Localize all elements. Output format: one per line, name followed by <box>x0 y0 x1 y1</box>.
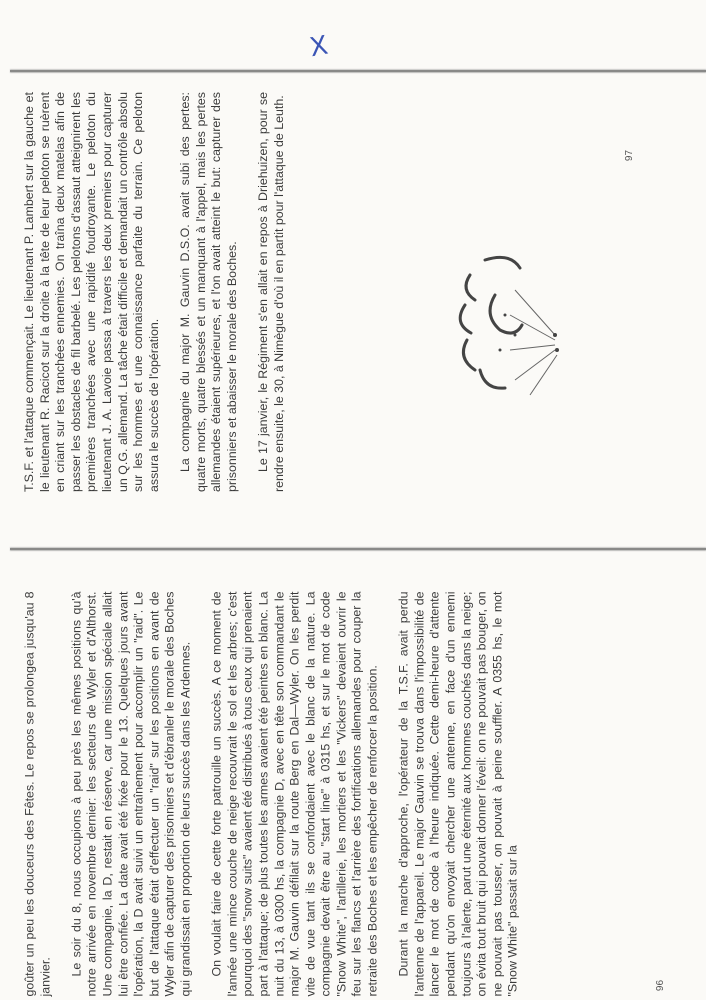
handwritten-x-mark: X <box>307 30 331 64</box>
paragraph: La compagnie du major M. Gauvin D.S.O. avait subi des pertes: quatre morts, quatre blessés et un manquant à l'appel, mais les pertes allemandes étaient supérieures, et l'on avait atteint le but: capturer des prisonniers et abaisser le morale des Boches. <box>177 92 239 492</box>
left-page-text <box>23 592 655 997</box>
paragraph: Le soir du 8, nous occupions à peu près les mêmes positions qu'à notre arrivée en novembre dernier: les secteurs de Wyler et d'Althorst. Une compagnie, la D, restait en réserve, car une mission spéciale allait lui être confiée. La date avait été fixée pour le 13. Quelques jours avant l'opération, la D avait suivi un entraînement pour accomplir un "raid". Le but de l'attaque était d'effectuer un "raid" sur les positions en avant de Wyler afin de capturer des prisonniers et d'ébranler le morale des Boches qui grandissait en proportion de leurs succès dans les Ardennes. <box>69 591 193 997</box>
page-number: 97 <box>624 149 636 162</box>
page-edge-rule-top <box>10 70 706 72</box>
paragraph: T.S.F. et l'attaque commençait. Le lieutenant P. Lambert sur la gauche et le lieutenant R. Racicot sur la droite à la tête de leur peloton se ruèrent en criant sur les tranchées ennemies. On traîna deux matelas afin de passer les obstacles de fil barbelé. Les pelotons d'assaut atteignirent les premières tranchées avec une rapidité foudroyante. Le peloton du lieutenant J. A. Lavoie passa à travers les deux premiers pour capturer un Q.G. allemand. La tâche était difficile et demandait un contrôle absolu sur les hommes et une connaissance parfaite du terrain. Ce peloton assura le succès de l'opération. <box>22 92 161 492</box>
paragraph: goûter un peu les douceurs des Fêtes. Le repos se prolongea jusqu'au 8 janvier. <box>22 591 53 997</box>
paragraph: Le 17 janvier, le Régiment s'en allait en repos à Driehuizen, pour se rendre ensuite, le 30, à Nimègue d'où il en partit pour l'attaque de Leuth. <box>255 92 286 492</box>
right-page-text <box>22 92 362 492</box>
paragraph: On voulait faire de cette forte patrouille un succès. A ce moment de l'année une mince couche de neige recouvrait le sol et les arbres; c'est pourquoi des "snow suits" avaient été distribués à tous ceux qui prenaient part à l'attaque; de plus toutes les armes avaient été peintes en blanc. La nuit du 13, à 0300 hs, la compagnie D, avec en tête son commandant le major M. Gauvin défilait sur la route Berg en Dal—Wyler. On les perdit vite de vue tant ils se confondaient avec le blanc de la nature. La compagnie devait être au "start line" à 0315 hs, et sur le mot de code "Snow White", l'artillerie, les mortiers et les "Vickers" devaient ouvrir le feu sur les flancs et l'arrière des fortifications allemandes pour couper la retraite des Boches et les empêcher de renforcer la position. <box>209 591 380 997</box>
shell-burst-illustration <box>455 255 575 405</box>
page-number: 96 <box>655 979 667 992</box>
paragraph: Durant la marche d'approche, l'opérateur de la T.S.F. avait perdu l'antenne de l'appareil. Le major Gauvin se trouva dans l'impossibilité de lancer le mot de code à l'heure indiquée. Cette demi-heure d'attente pendant qu'on envoyait chercher une antenne, en face d'un ennemi toujours à l'alerte, parut une éternité aux hommes couchés dans la neige; on évita tout bruit qui pouvait donner l'éveil: on ne pouvait pas bouger, on ne pouvait pas tousser, on pouvait à peine souffler. A 0355 hs, le mot "Snow White" passait sur la <box>396 591 520 997</box>
page-gutter-rule <box>10 548 706 550</box>
